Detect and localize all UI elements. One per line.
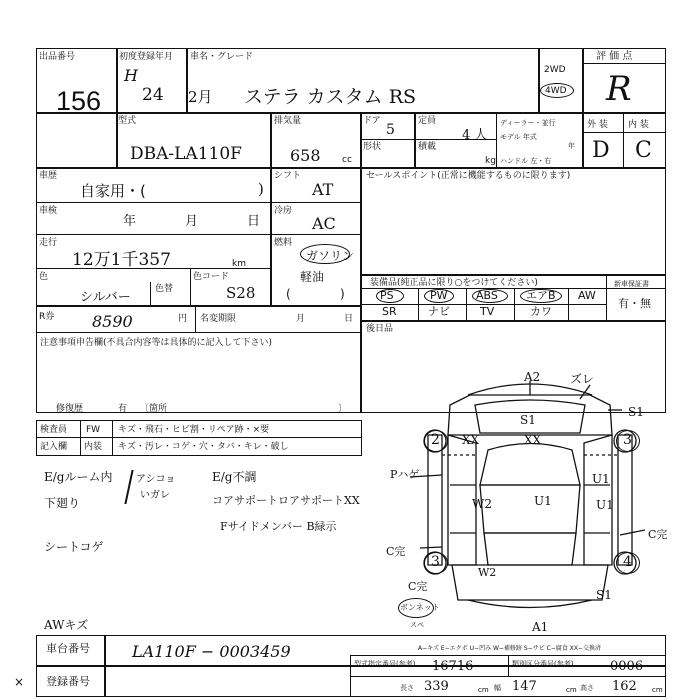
class-value: 0006 xyxy=(610,659,644,674)
notes-label: 注意事項申告欄(不具合内容等は具体的に記入して下さい) xyxy=(40,338,273,348)
dg-xx-mid: XX xyxy=(524,433,542,447)
fuel-label: 燃料 xyxy=(274,238,293,248)
shift-label: シフト xyxy=(274,171,302,181)
hw-line2a: 下廻り xyxy=(44,496,81,510)
equip-airbag-circle xyxy=(520,289,562,303)
dg-xx-left: XX xyxy=(462,433,480,447)
load-label: 積載 xyxy=(418,142,437,152)
divider xyxy=(514,288,515,321)
hw-line1b: アシコョ xyxy=(136,474,176,485)
equip-tv: TV xyxy=(480,305,495,318)
divider xyxy=(350,676,666,677)
after-date-label: 後日品 xyxy=(366,324,394,334)
inspection-label: 車検 xyxy=(39,206,58,216)
dg-u1-front: U1 xyxy=(596,498,614,512)
color-code-label: 色コード xyxy=(193,272,230,282)
check-label: 検査員 xyxy=(40,425,68,435)
divider xyxy=(36,234,361,235)
equip-ps: PS xyxy=(380,289,394,302)
interior-label-2: 内装 xyxy=(84,442,103,452)
chassis-label: 車台番号 xyxy=(46,642,90,655)
inspection-day: 日 xyxy=(247,214,261,229)
name-change-month: 月 xyxy=(296,314,306,324)
warranty-label: 新車保証書 xyxy=(614,280,649,288)
divider xyxy=(36,437,362,438)
capacity-label: 定員 xyxy=(418,116,437,126)
divider xyxy=(583,132,666,133)
length-cm: cm xyxy=(478,686,489,694)
inspection-year: 年 xyxy=(123,214,137,229)
fw-items: キズ・飛石・ヒビ割・リペア跡・×要 xyxy=(118,425,270,435)
equip-pw-circle xyxy=(424,289,454,303)
type-label: 型式 xyxy=(118,116,137,126)
interior-grade: C xyxy=(635,138,652,163)
divider xyxy=(568,288,569,321)
recycle-yen: 円 xyxy=(178,314,188,324)
dg-u1-right: U1 xyxy=(592,472,610,486)
divider xyxy=(361,274,666,276)
equip-pw: PW xyxy=(430,289,448,302)
width-cm: cm xyxy=(566,686,577,694)
equip-sr: SR xyxy=(382,305,397,318)
dg-a1: A1 xyxy=(532,620,549,634)
name-change-day: 日 xyxy=(344,314,354,324)
history-close: ) xyxy=(258,180,264,198)
divider xyxy=(360,112,362,168)
door-label: ドア xyxy=(363,116,381,126)
divider xyxy=(36,167,666,169)
color-code: S28 xyxy=(226,284,256,302)
reg-label: 登録番号 xyxy=(46,675,90,688)
length-label: 長さ xyxy=(400,684,414,692)
height-value: 162 xyxy=(612,679,637,694)
divider xyxy=(195,305,196,333)
height-label: 高さ xyxy=(580,684,594,692)
hw-line4: シートコゲ xyxy=(44,540,104,554)
wheel-fr: 3 xyxy=(623,432,632,448)
history-label: 車歴 xyxy=(39,171,58,181)
inspection-month: 月 xyxy=(185,214,199,229)
divider xyxy=(36,332,361,333)
name-change-label: 名変期限 xyxy=(200,314,237,324)
hw-line2b: いガレ xyxy=(140,490,170,501)
dg-a2: A2 xyxy=(524,370,541,384)
chassis-value: LA110F − 0003459 xyxy=(132,642,291,661)
repair-spot: 〔箇所 xyxy=(140,404,168,414)
color-label: 色 xyxy=(39,272,49,282)
equip-aw: AW xyxy=(578,289,596,302)
lot-number: 156 xyxy=(56,86,102,116)
drive-2wd: 2WD xyxy=(544,65,566,75)
ac-value: AC xyxy=(312,214,336,233)
exterior-label: 外 装 xyxy=(587,120,608,130)
type-cert-label: 型式指定番号(参考) xyxy=(354,660,416,668)
ac-label: 冷房 xyxy=(274,206,293,216)
repair-label: 修復歴 xyxy=(56,404,84,414)
equip-leather: カワ xyxy=(530,305,552,318)
equip-navi: ナビ xyxy=(428,305,450,318)
brace-mark xyxy=(124,470,133,504)
recycle-value: 8590 xyxy=(92,312,133,331)
type-value: DBA-LA110F xyxy=(130,144,242,164)
divider xyxy=(190,268,191,305)
year-suffix: 年 xyxy=(568,142,575,150)
handle-label: ハンドル 左・右 xyxy=(500,157,552,165)
score-value: R xyxy=(606,69,632,109)
exterior-grade: D xyxy=(592,138,610,163)
fuel-paren-open: ( xyxy=(286,287,291,301)
height-cm: cm xyxy=(652,686,663,694)
divider xyxy=(36,112,666,114)
divider xyxy=(538,48,540,113)
hw-line1a: E/gルーム内 xyxy=(44,470,113,484)
shape-label: 形状 xyxy=(363,142,382,152)
divider xyxy=(583,63,666,64)
fuel-value: ガソリン xyxy=(306,249,355,263)
dg-c-kan-left: C完 xyxy=(386,545,406,558)
divider xyxy=(112,420,113,456)
dg-spare: スペ xyxy=(410,621,424,629)
dealer-label: ディーラー・並行 xyxy=(500,119,556,127)
divider xyxy=(496,112,497,168)
km-unit: km xyxy=(232,259,246,269)
repair-value: 有 xyxy=(118,404,128,414)
fw-label: FW xyxy=(86,425,101,435)
recycle-label: R券 xyxy=(39,312,55,322)
capacity-value: 4 人 xyxy=(462,128,488,143)
hw-line3: Fサイドメンバー B緑示 xyxy=(220,520,337,533)
dg-bonnet: ボンネット xyxy=(400,603,440,612)
divider xyxy=(104,635,106,697)
fuel-alt: 軽油 xyxy=(300,270,325,284)
reg-year: 24 xyxy=(142,85,164,105)
divider xyxy=(582,48,584,168)
wheel-rl: 3 xyxy=(431,554,440,570)
dg-u1-mid: U1 xyxy=(534,494,552,508)
history-value: 自家用・( xyxy=(80,182,146,200)
displacement-label: 排気量 xyxy=(274,116,302,126)
equip-ps-circle xyxy=(376,289,404,303)
repaint-label: 色替 xyxy=(155,284,174,294)
class-label: 類別区分番号(参考) xyxy=(512,660,574,668)
hw-line2c: コアサポートロアサポートXX xyxy=(212,494,360,507)
equip-abs-circle xyxy=(472,289,508,303)
sales-point-label: セールスポイント(正常に機能するものに限ります) xyxy=(366,171,571,181)
wheel-fl: 2 xyxy=(431,432,440,448)
wheel-rr: 4 xyxy=(623,554,632,570)
hw-line1c: E/g不調 xyxy=(212,470,257,484)
equip-airbag: エアB xyxy=(526,289,556,302)
fuel-circle xyxy=(300,244,350,264)
dg-legend: A−キズ E−エクボ U−凹み W−補修跡 S−サビ C−腐食 XX−交換済 xyxy=(418,645,601,652)
dg-s1-right: S1 xyxy=(628,405,644,419)
divider xyxy=(418,288,419,321)
dg-w2-mid: W2 xyxy=(472,497,492,511)
dg-w2-bottom: W2 xyxy=(478,566,497,579)
displacement-value: 658 xyxy=(290,146,321,165)
divider xyxy=(80,420,81,456)
repair-close: 〕 xyxy=(338,404,348,414)
fuel-paren-close: ) xyxy=(340,287,345,301)
x-mark: × xyxy=(14,675,25,689)
dg-s1-bottom: S1 xyxy=(596,588,612,602)
divider xyxy=(606,275,607,321)
type-cert-value: 16716 xyxy=(432,659,474,674)
score-label: 評 価 点 xyxy=(596,51,633,62)
divider xyxy=(508,655,509,676)
door-value: 5 xyxy=(386,122,395,138)
divider xyxy=(36,305,361,307)
divider xyxy=(36,202,361,203)
width-label: 幅 xyxy=(494,684,501,692)
divider xyxy=(623,113,624,168)
interior-items: キズ・汚レ・コゲ・穴・タバ・キレ・破し xyxy=(118,442,289,452)
dg-zure: ズレ xyxy=(570,372,595,386)
reg-month: 2月 xyxy=(188,88,213,106)
color-value: シルバー xyxy=(80,290,131,305)
divider xyxy=(414,112,416,168)
dg-c-kan-bottom: C完 xyxy=(408,580,428,593)
car-name: ステラ カスタム RS xyxy=(244,86,417,108)
drive-4wd: 4WD xyxy=(545,86,567,96)
mileage-value: 12万1千357 xyxy=(72,250,171,270)
era: H xyxy=(124,66,138,85)
divider xyxy=(270,167,272,305)
hw-aw: AWキズ xyxy=(44,618,89,632)
kg-unit: kg xyxy=(485,156,496,166)
lot-label: 出品番号 xyxy=(39,52,76,62)
divider xyxy=(466,288,467,321)
equipment-label: 装備品(純正品に限り○をつけてください) xyxy=(370,278,538,288)
width-value: 147 xyxy=(512,679,537,694)
first-reg-label: 初度登録年月 xyxy=(119,52,174,62)
model-year-label: モデル 年式 xyxy=(500,133,537,141)
fill-label: 記入欄 xyxy=(40,442,68,452)
dg-c-kan-right: C完 xyxy=(648,528,668,541)
interior-label: 内 装 xyxy=(628,120,649,130)
dg-s1-top: S1 xyxy=(520,413,536,427)
divider xyxy=(360,167,362,413)
shift-value: AT xyxy=(312,180,334,199)
length-value: 339 xyxy=(424,679,449,694)
cc-unit: cc xyxy=(342,155,352,165)
mileage-label: 走行 xyxy=(39,238,58,248)
dg-pillar: Pハゲ xyxy=(390,468,420,481)
equip-abs: ABS xyxy=(476,289,498,302)
divider xyxy=(116,48,118,168)
divider xyxy=(150,282,151,305)
divider xyxy=(270,112,272,168)
car-name-label: 車名・グレード xyxy=(190,52,254,62)
warranty-value: 有・無 xyxy=(618,297,651,310)
